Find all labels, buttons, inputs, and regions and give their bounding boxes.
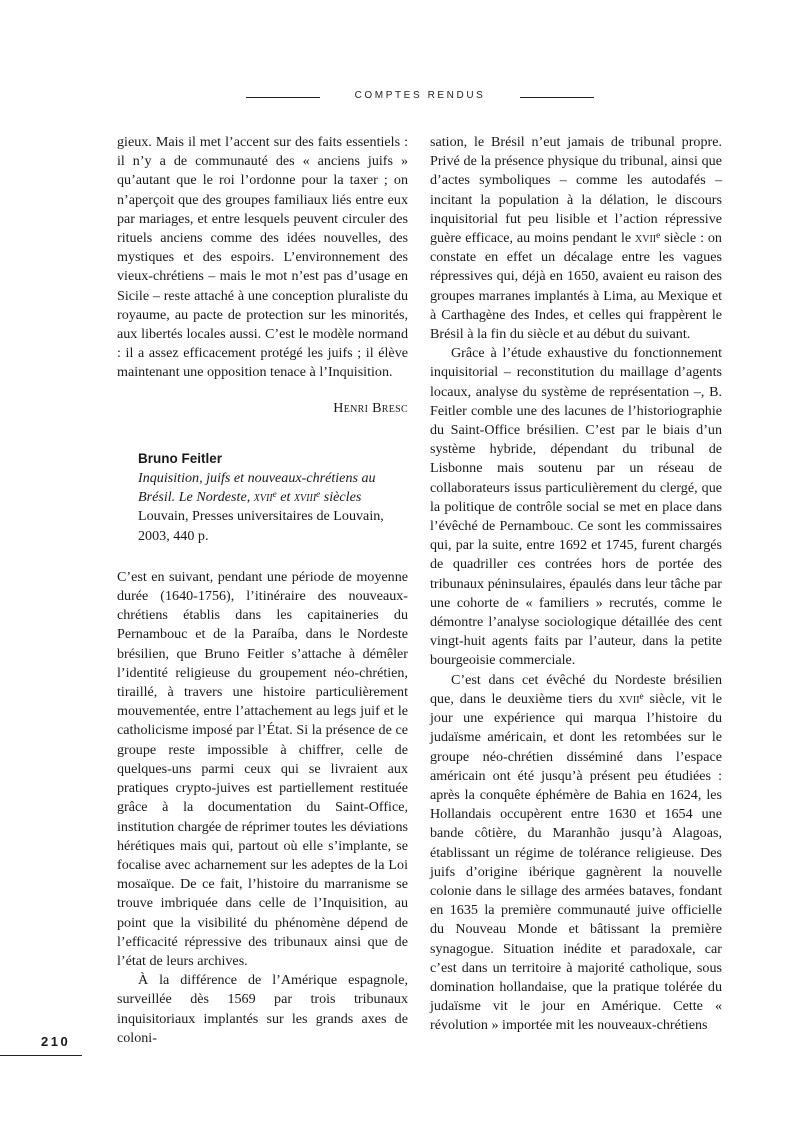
right-paragraph-3-sup: e bbox=[639, 690, 644, 701]
review-book-title bbox=[138, 469, 408, 507]
header-rule-right bbox=[520, 97, 594, 98]
page-number: 210 bbox=[41, 1034, 71, 1049]
right-paragraph-1-sup: e bbox=[656, 229, 661, 240]
right-paragraph-3-century: xvii bbox=[618, 690, 640, 707]
right-paragraph-1-century: xvii bbox=[635, 230, 657, 247]
opening-paragraph: gieux. Mais il met l’accent sur des faits essentiels : il n’y a de communauté des « anciens juifs » qu’autant que le roi l’ordonne pour la taxer ; on n’aperçoit que des groupes familiaux liés entre eux par mariages, et entre lesquels peuvent circuler des rituels anciens comme des idées nouvelles, des mystiques et des espoirs. L’environnement des vieux-chrétiens – mais le mot n’est pas d’usage en Sicile – reste attaché à une conception pluraliste du royaume, au pacte de protection sur les minorités, aux libertés locales aussi. C’est le modèle normand : il a assez efficacement protégé les juifs ; il élève maintenant une opposition tenace à l’Inquisition. bbox=[117, 134, 408, 381]
right-paragraph-3 bbox=[430, 671, 722, 1036]
running-header bbox=[0, 90, 800, 106]
right-paragraph-1-text-a: sation, le Brésil n’eut jamais de tribunal propre. Privé de la présence physique du tribunal, ainsi que d’actes symboliques – comme les autodafés – incitant la population à la délation, le discours inquisitorial fut peu lisible et l’action répressive guère efficace, au moins pendant le bbox=[430, 134, 722, 247]
review-body bbox=[117, 568, 408, 1048]
title-text-2: et bbox=[276, 489, 294, 506]
right-paragraph-2: Grâce à l’étude exhaustive du fonctionnement inquisitorial – reconstitution du maillage d’agents locaux, analyse du système de représentation –, B. Feitler comble une des lacunes de l’historiographie du Saint-Office brésilien. C’est par le biais d’un système hybride, dépendant du tribunal de Lisbonne mais soutenu par un réseau de collaborateurs issus particulièrement du clergé, que la politique de contrôle social se met en place dans l’évêché de Pernambouc. Ce sont les commissaires qui, par la suite, entre 1692 et 1745, furent chargés de quadriller ces contrées hors de portée des tribunaux péninsulaires, épaulés dans leur tâche par une cohorte de « familiers » recrutés, comme le démontre l’analyse sociologique détaillée des cent vingt-huit agents faits par l’auteur, dans la petite bourgeoisie commerciale. bbox=[430, 345, 722, 669]
right-paragraph-3-text-b: siècle, vit le jour une expérience qui marqua l’histoire du judaïsme américain, et dont les retombées sur le groupe néo-chrétien disséminé dans l’espace américain ont été jusqu’à présent peu étudiées : après la conquête éphémère de Bahia en 1624, les Hollandais occupèrent entre 1630 et 1654 une bande côtière, du Maranhão jusqu’à Alagoas, établissant un régime de tolérance religieuse. Des juifs d’origine ibérique gagnèrent la nouvelle colonie dans le sillage des armées bataves, fondant en 1635 la première communauté juive officielle du Nouveau Monde et bâtissant la première synagogue. Situation inédite et paradoxale, car c’est dans un territoire à majorité catholique, sous domination hollandaise, que la pratique tolérée du judaïsme vit le jour en Amérique. Cette « révolution » importée mit les nouveaux-chrétiens bbox=[430, 690, 722, 1034]
century-18-sup: e bbox=[316, 489, 321, 500]
review-publisher: Louvain, Presses universitaires de Louvain, 2003, 440 p. bbox=[138, 508, 384, 544]
right-column bbox=[430, 133, 722, 1036]
right-paragraph-1-text-b: siècle : on constate en effet un décalage entre les vagues répressives qui, déjà en 1650, avaient eu raison des groupes marranes implantés à Lima, au Mexique et à Carthagène des Indes, et celles qui frappèrent le Brésil à la fin du siècle et au début du suivant. bbox=[430, 230, 722, 343]
body-paragraph-1: C’est en suivant, pendant une période de moyenne durée (1640-1756), l’itinéraire des nouveaux-chrétiens établis dans les capitaineries du Pernambouc et de la Paraíba, dans le Nordeste brésilien, que Bruno Feitler s’attache à démêler l’identité religieuse du groupement néo-chrétien, tiraillé, à travers une histoire particulièrement mouvementée, entre l’attachement au legs juif et le catholicisme imposé par l’État. Si la présence de ce groupe reste impossible à chiffrer, celle de quelques-uns parmi ceux qui se livraient aux pratiques crypto-juives est partiellement restituée grâce à la documentation du Saint-Office, institution chargée de réprimer toutes les déviations hérétiques mais qui, partout où elle s’implante, se focalise avec acharnement sur les adeptes de la Loi mosaïque. De ce fait, l’histoire du marranisme se trouve imbriquée dans celle de l’Inquisition, au point que la visibilité du phénomène dépend de l’efficacité répressive des tribunaux ainsi que de l’état de leurs archives. bbox=[117, 568, 408, 969]
review-signature: Henri Bresc bbox=[333, 399, 408, 416]
century-17: xvii bbox=[253, 489, 273, 506]
right-paragraph-3-text-a: C’est dans cet évêché du Nordeste brésilien que, dans le deuxième tiers du bbox=[430, 671, 722, 707]
title-text-3: siècles bbox=[320, 489, 362, 506]
review-book-author: Bruno Feitler bbox=[138, 450, 223, 466]
century-17-sup: e bbox=[272, 489, 277, 500]
header-rule-left bbox=[246, 97, 320, 98]
review-reference bbox=[138, 449, 408, 546]
body-paragraph-2: À la différence de l’Amérique espagnole, surveillée dès 1569 par trois tribunaux inquisitoriaux implantés sur les grands axes de coloni- bbox=[117, 972, 408, 1046]
page-number-rule bbox=[0, 1055, 82, 1056]
century-18: xviii bbox=[293, 489, 317, 506]
right-paragraph-1 bbox=[430, 133, 722, 344]
running-title: COMPTES RENDUS bbox=[354, 90, 486, 101]
title-text-1: Inquisition, juifs et nouveaux-chrétiens au Brésil. Le Nordeste, bbox=[138, 470, 376, 506]
left-column bbox=[117, 133, 408, 1048]
